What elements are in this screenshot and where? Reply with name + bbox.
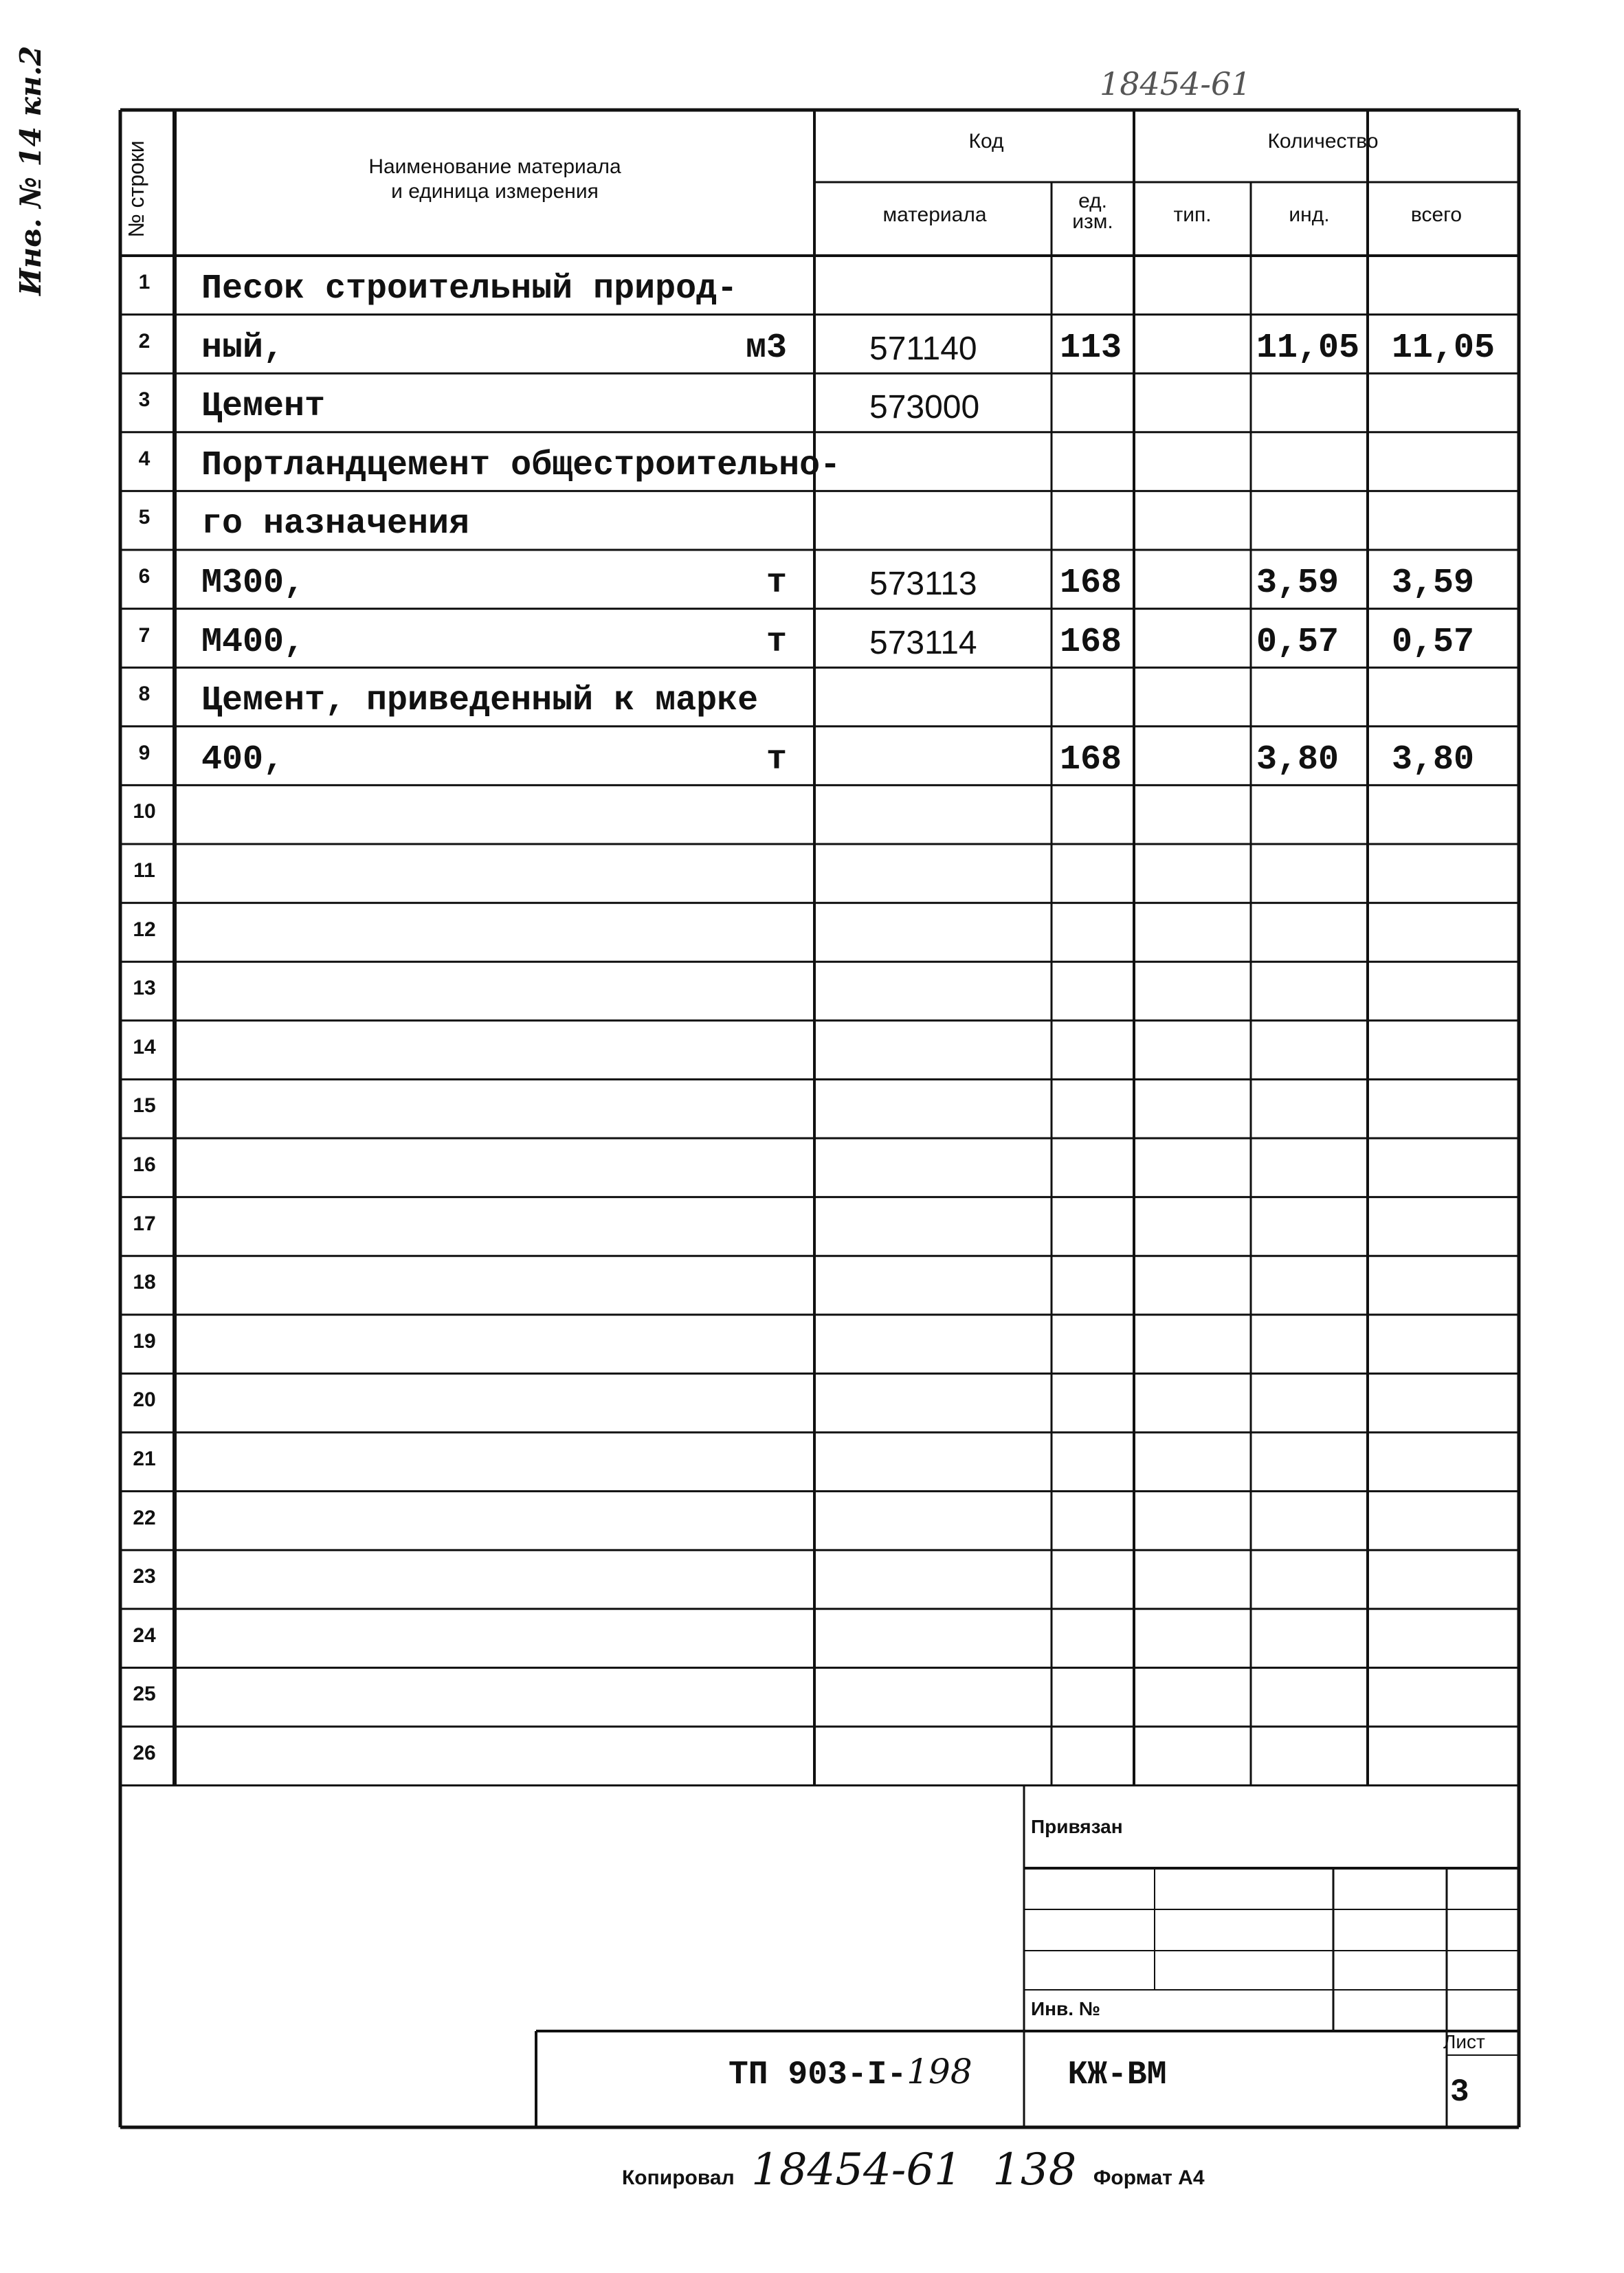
material-name: Портландцемент общестроительно- bbox=[201, 445, 841, 485]
sheet-label: Лист bbox=[1443, 2031, 1485, 2052]
stamp-inv-no: Инв. № bbox=[1031, 1998, 1101, 2019]
row-number: 1 bbox=[138, 271, 151, 293]
header-qty-typ: тип. bbox=[1173, 203, 1212, 226]
footer-copied-label: Копировал bbox=[622, 2166, 735, 2189]
material-name: ный, bbox=[201, 328, 285, 368]
qty-ind: 0,57 bbox=[1256, 622, 1339, 662]
row-number: 6 bbox=[138, 565, 151, 588]
row-number: 14 bbox=[133, 1035, 156, 1058]
row-number: 21 bbox=[133, 1448, 156, 1470]
row-number: 23 bbox=[133, 1565, 156, 1588]
unit-code: 168 bbox=[1060, 564, 1122, 603]
header-qty-ind: инд. bbox=[1289, 203, 1330, 226]
header-code-material: материала bbox=[882, 203, 987, 226]
designation-prefix: ТП 903-I- bbox=[728, 2056, 907, 2094]
footer bbox=[622, 2144, 1205, 2195]
row-number: 5 bbox=[138, 506, 151, 529]
footer-number: 18454-61 bbox=[751, 2144, 962, 2195]
header-quantity: Количество bbox=[1267, 130, 1379, 153]
material-name: Цемент bbox=[201, 387, 326, 427]
material-code: 573114 bbox=[869, 624, 977, 661]
row-number: 9 bbox=[138, 741, 151, 764]
material-unit: м3 bbox=[746, 328, 788, 368]
row-number: 12 bbox=[133, 918, 156, 941]
qty-total: 3,80 bbox=[1392, 740, 1475, 779]
material-unit: т bbox=[766, 564, 787, 603]
row-number: 15 bbox=[133, 1094, 156, 1118]
footer-page: 138 bbox=[992, 2144, 1077, 2195]
row-number: 3 bbox=[138, 388, 151, 412]
sheet-number: 3 bbox=[1450, 2074, 1469, 2110]
qty-ind: 11,05 bbox=[1256, 328, 1360, 368]
qty-ind: 3,59 bbox=[1256, 564, 1339, 603]
qty-total: 3,59 bbox=[1392, 564, 1475, 603]
material-name: Песок строительный природ- bbox=[201, 269, 738, 309]
material-code: 571140 bbox=[869, 330, 977, 367]
material-code: 573000 bbox=[869, 389, 980, 426]
material-code: 573113 bbox=[869, 566, 977, 602]
unit-code: 113 bbox=[1060, 328, 1122, 368]
designation-suffix: КЖ-ВМ bbox=[1067, 2056, 1167, 2094]
material-name: М400, bbox=[201, 622, 305, 662]
designation-number: 198 bbox=[906, 2052, 972, 2092]
stamp-privyazan: Привязан bbox=[1031, 1816, 1123, 1837]
row-number: 13 bbox=[133, 977, 156, 1000]
row-number: 11 bbox=[133, 859, 155, 882]
row-number: 26 bbox=[133, 1742, 156, 1764]
material-name: го назначения bbox=[201, 505, 470, 544]
header-code: Код bbox=[968, 130, 1004, 153]
row-number: 22 bbox=[133, 1506, 156, 1529]
row-number: 24 bbox=[133, 1623, 156, 1647]
row-number: 7 bbox=[138, 623, 151, 647]
qty-total: 0,57 bbox=[1392, 622, 1475, 662]
footer-format: Формат А4 bbox=[1093, 2166, 1205, 2189]
material-unit: т bbox=[766, 622, 787, 662]
material-name: Цемент, приведенный к марке bbox=[201, 681, 759, 721]
margin-note: Инв. № 14 кн.2 bbox=[14, 45, 47, 296]
row-number: 16 bbox=[133, 1153, 156, 1176]
qty-total: 11,05 bbox=[1392, 328, 1495, 368]
row-number: 20 bbox=[133, 1388, 156, 1412]
header-row-number: № строки bbox=[124, 140, 148, 238]
row-number: 18 bbox=[133, 1271, 156, 1294]
header-qty-total: всего bbox=[1410, 203, 1462, 226]
qty-ind: 3,80 bbox=[1256, 740, 1339, 779]
top-handwritten-number: 18454-61 bbox=[1100, 65, 1252, 102]
header-code-unit: ед. изм. bbox=[1072, 190, 1113, 233]
row-number: 8 bbox=[138, 683, 151, 706]
row-number: 10 bbox=[133, 800, 156, 823]
header-name: Наименование материала и единица измерения bbox=[368, 155, 621, 203]
row-number: 19 bbox=[133, 1329, 156, 1353]
stamp-designation bbox=[728, 2052, 1167, 2094]
material-unit: т bbox=[766, 740, 787, 779]
row-number: 4 bbox=[138, 447, 151, 470]
material-name: 400, bbox=[201, 740, 285, 779]
unit-code: 168 bbox=[1060, 740, 1122, 779]
row-number: 17 bbox=[133, 1212, 156, 1235]
row-number: 2 bbox=[138, 329, 151, 353]
row-number: 25 bbox=[133, 1683, 156, 1706]
material-name: М300, bbox=[201, 564, 305, 603]
unit-code: 168 bbox=[1060, 622, 1122, 662]
